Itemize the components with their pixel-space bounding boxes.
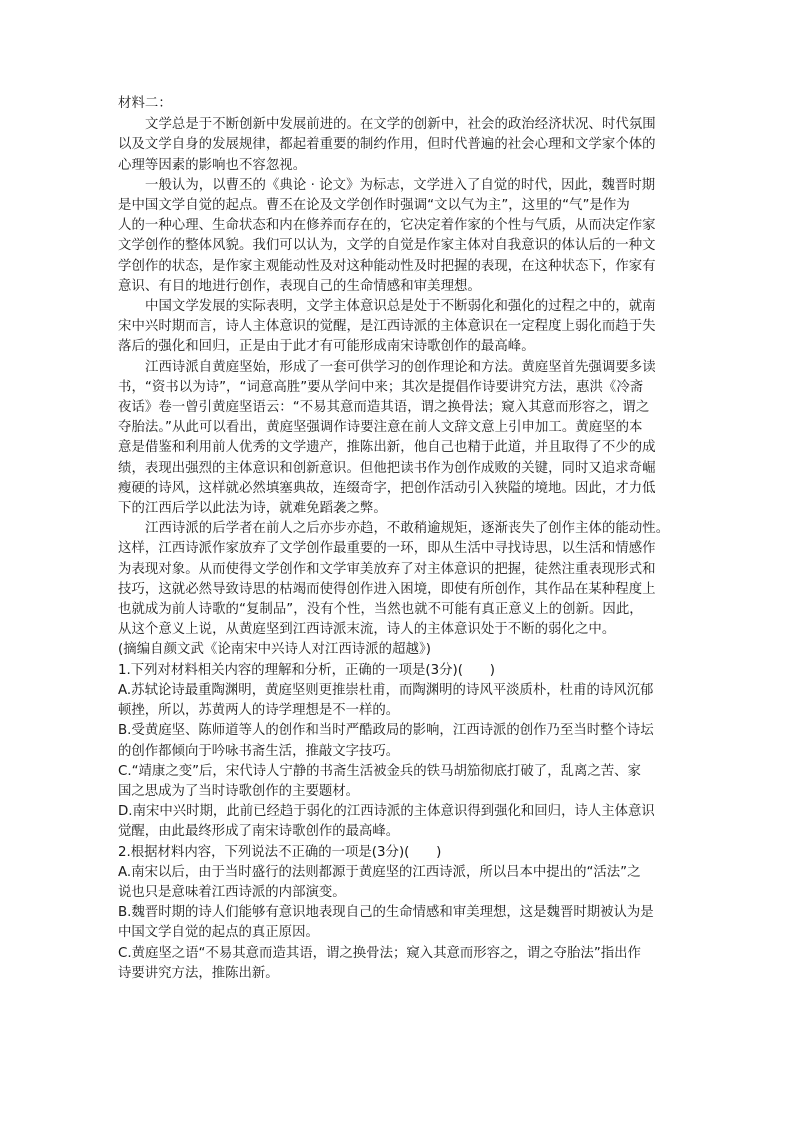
text-line: 意是借鉴和利用前人优秀的文学遗产，推陈出新，他自己也精于此道，并且取得了不少的成 xyxy=(118,440,656,456)
option-c-cont: 国之思成为了当时诗歌创作的主要题材。 xyxy=(118,783,360,799)
document-page xyxy=(118,94,676,984)
text-line: 意识、有目的地进行创作，表现自己的生命情感和审美理想。 xyxy=(118,278,481,294)
text-line: 绩，表现出强烈的主体意识和创新意识。但他把读书作为创作成败的关键，同时又追求奇崛 xyxy=(118,460,656,476)
option-a: A.苏轼论诗最重陶渊明，黄庭坚则更推崇杜甫，而陶渊明的诗风平淡质朴，杜甫的诗风沉郁 xyxy=(118,682,654,698)
text-line: 一般认为，以曹丕的《典论 · 论文》为标志，文学进入了自觉的时代，因此，魏晋时期 xyxy=(145,177,656,193)
question-title: 1.下列对材料相关内容的理解和分析，正确的一项是(3分)( ) xyxy=(118,662,495,678)
text-line: 夜话》卷一曾引黄庭坚语云：“不易其意而造其语，谓之换骨法；窥入其意而形容之，谓之 xyxy=(118,400,650,416)
section-heading: 材料二： xyxy=(118,96,172,111)
paragraph-5 xyxy=(118,519,676,640)
text-line: 学创作的状态，是作家主观能动性及对这种能动性及时把握的表现，在这种状态下，作家有 xyxy=(118,258,656,274)
option-a-cont: 顿挫，所以，苏黄两人的诗学理想是不一样的。 xyxy=(118,703,400,719)
option-a: A.南宋以后，由于当时盛行的法则都源于黄庭坚的江西诗派，所以吕本中提出的“活法”之 xyxy=(118,864,641,880)
paragraph-4 xyxy=(118,358,676,520)
text-line: 江西诗派自黄庭坚始，形成了一套可供学习的创作理论和方法。黄庭坚首先强调要多读 xyxy=(145,359,656,375)
text-line: 中国文学发展的实际表明，文学主体意识总是处于不断弱化和强化的过程之中的，就南 xyxy=(145,299,656,315)
option-a-cont: 说也只是意味着江西诗派的内部演变。 xyxy=(118,884,346,900)
text-line: 下的江西后学以此法为诗，就难免蹈袭之弊。 xyxy=(118,501,387,517)
paragraph-2 xyxy=(118,176,676,297)
paragraph-1 xyxy=(118,115,676,176)
text-line: 从这个意义上说，从黄庭坚到江西诗派末流，诗人的主体意识处于不断的弱化之中。 xyxy=(118,622,616,638)
text-line: 是中国文学自觉的起点。曹丕在论及文学创作时强调“文以气为主”，这里的“气”是作为 xyxy=(118,198,630,214)
text-line: 江西诗派的后学者在前人之后亦步亦趋，不敢稍逾规矩，逐渐丧失了创作主体的能动性。 xyxy=(145,521,670,537)
text-line: 也就成为前人诗歌的“复制品”，没有个性，当然也就不可能有真正意义上的创新。因此， xyxy=(118,602,643,618)
text-line: 技巧，这就必然导致诗思的枯竭而使得创作进入困境，即使有所创作，其作品在某种程度上 xyxy=(118,581,656,597)
text-line: 落后的强化和回归，正是由于此才有可能形成南宋诗歌创作的最高峰。 xyxy=(118,339,535,355)
option-b: B.受黄庭坚、陈师道等人的创作和当时严酷政局的影响，江西诗派的创作乃至当时整个诗坛 xyxy=(118,723,654,739)
option-c-cont: 诗要讲究方法，推陈出新。 xyxy=(118,965,279,981)
paragraph-3 xyxy=(118,297,676,358)
text-line: 宋中兴时期而言，诗人主体意识的觉醒，是江西诗派的主体意识在一定程度上弱化而趋于失 xyxy=(118,319,656,335)
text-line: 夺胎法。”从此可以看出，黄庭坚强调作诗要注意在前人文辞文意上引申加工。黄庭坚的本 xyxy=(118,420,643,436)
text-line: 这样，江西诗派作家放弃了文学创作最重要的一环，即从生活中寻找诗思，以生活和情感作 xyxy=(118,541,656,557)
text-line: 文学创作的整体风貌。我们可以认为，文学的自觉是作家主体对自我意识的体认后的一种文 xyxy=(118,238,656,254)
option-d: D.南宋中兴时期，此前已经趋于弱化的江西诗派的主体意识得到强化和回归，诗人主体意识 xyxy=(118,804,655,820)
option-d-cont: 觉醒，由此最终形成了南宋诗歌创作的最高峰。 xyxy=(118,824,400,840)
text-line: 文学总是于不断创新中发展前进的。在文学的创新中，社会的政治经济状况、时代氛围 xyxy=(145,117,656,133)
option-b-cont: 的创作都倾向于吟咏书斋生活，推敲文字技巧。 xyxy=(118,743,400,759)
source-citation: (摘编自颜文武《论南宋中兴诗人对江西诗派的超越》) xyxy=(118,642,431,658)
option-b: B.魏晋时期的诗人们能够有意识地表现自己的生命情感和审美理想，这是魏晋时期被认为是 xyxy=(118,905,654,921)
question-title: 2.根据材料内容，下列说法不正确的一项是(3分)( ) xyxy=(118,844,442,860)
text-line: 心理等因素的影响也不容忽视。 xyxy=(118,157,307,173)
option-b-cont: 中国文学自觉的起点的真正原因。 xyxy=(118,925,319,941)
text-line: 瘦硬的诗风，这样就必然填塞典故，连缀奇字，把创作活动引入狭隘的境地。因此，才力低 xyxy=(118,480,656,496)
text-line: 人的一种心理、生命状态和内在修养而存在的，它决定着作家的个性与气质，从而决定作家 xyxy=(118,218,656,234)
text-line: 书，“资书以为诗”，“词意高胜”要从学问中来；其次是提倡作诗要讲究方法，惠洪《冷斋 xyxy=(118,379,644,395)
question-2 xyxy=(118,843,676,984)
option-c: C.黄庭坚之语“不易其意而造其语，谓之换骨法；窥入其意而形容之，谓之夺胎法”指出作 xyxy=(118,945,641,961)
text-line: 为表现对象。从而使得文学创作和文学审美放弃了对主体意识的把握，徒然注重表现形式和 xyxy=(118,561,656,577)
question-1 xyxy=(118,661,676,843)
text-line: 以及文学自身的发展规律，都起着重要的制约作用，但时代普遍的社会心理和文学家个体的 xyxy=(118,137,656,153)
option-c: C.“靖康之变”后，宋代诗人宁静的书斋生活被金兵的铁马胡笳彻底打破了，乱离之苦、家 xyxy=(118,763,641,779)
